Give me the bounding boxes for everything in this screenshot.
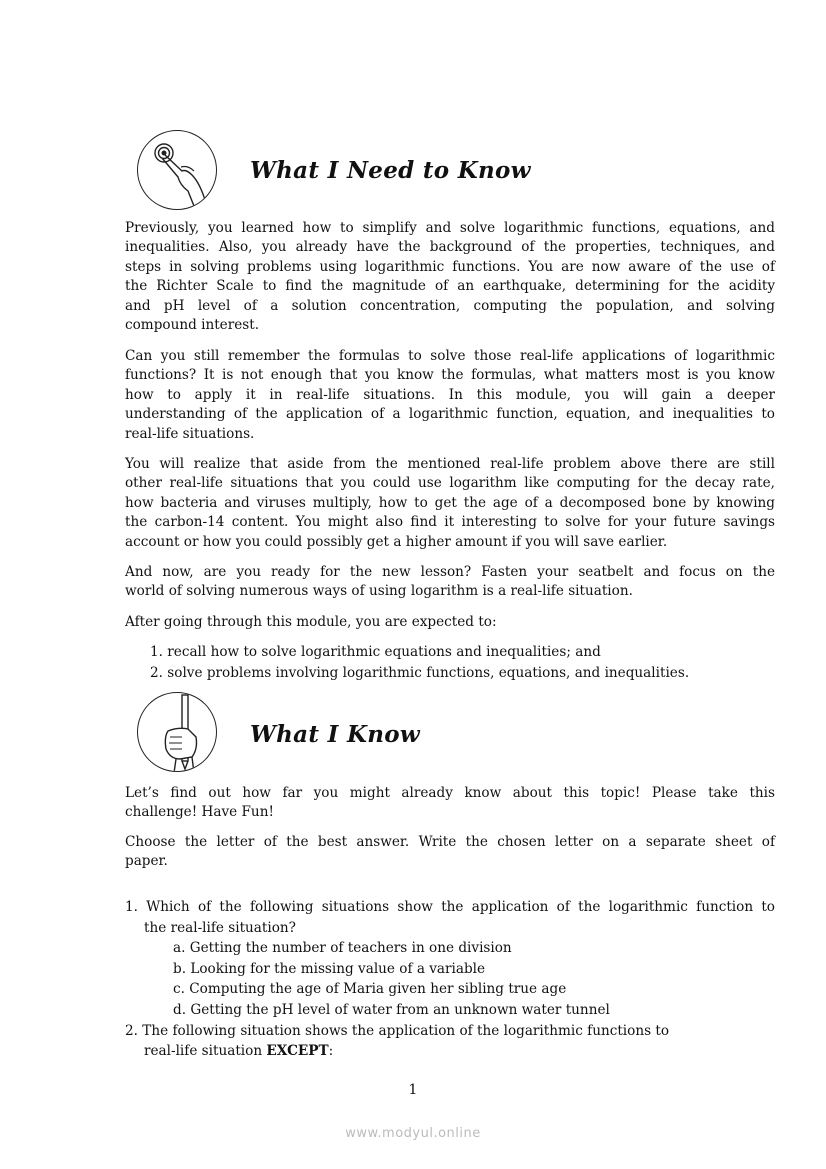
text-line: inequalities. Also, you already have the background of the properties, techniques, and	[125, 239, 775, 256]
paragraph	[125, 613, 775, 632]
text-line: account or how you could possibly get a higher amount if you will save earlier.	[125, 533, 668, 550]
section-heading-what-i-need-to-know: What I Need to Know	[250, 157, 531, 184]
question-1: 1. Which of the following situations show the application of the logarithmic function to	[125, 899, 775, 915]
text-line: real-life situations.	[125, 425, 255, 442]
paragraph	[125, 455, 775, 552]
choice-a: a. Getting the number of teachers in one division	[173, 940, 512, 957]
text-line: understanding of the application of a logarithmic function, equation, and inequalities to	[125, 406, 775, 423]
text-line: steps in solving problems using logarithmic functions. You are now aware of the use of	[125, 258, 775, 275]
text-line: And now, are you ready for the new lesson? Fasten your seatbelt and focus on the	[125, 564, 775, 580]
hand-holding-pencil-icon	[137, 692, 217, 772]
text-line: the real-life situation?	[144, 919, 296, 936]
text: real-life situation	[144, 1043, 267, 1060]
text-line: compound interest.	[125, 317, 260, 334]
text-line: After going through this module, you are expected to:	[125, 614, 497, 630]
paragraph	[125, 563, 775, 602]
pointing-hand-icon	[137, 130, 217, 210]
page-number: 1	[408, 1082, 418, 1098]
text-line: Let’s find out how far you might already know about this topic! Please take this	[125, 785, 775, 801]
paragraph	[125, 347, 775, 444]
choice-c: c. Computing the age of Maria given her sibling true age	[173, 981, 567, 998]
question-2: 2. The following situation shows the application of the logarithmic functions to	[125, 1022, 670, 1039]
choice-b: b. Looking for the missing value of a variable	[173, 960, 486, 977]
choice-d: d. Getting the pH level of water from an unknown water tunnel	[173, 1001, 610, 1018]
text-line: challenge! Have Fun!	[125, 804, 274, 821]
text-line: world of solving numerous ways of using logarithm is a real-life situation.	[125, 583, 633, 600]
text-line: You will realize that aside from the mentioned real-life problem above there are still	[125, 456, 775, 472]
watermark: www.modyul.online	[345, 1126, 481, 1141]
paragraph	[125, 833, 775, 872]
text-line: how bacteria and viruses multiply, how to get the age of a decomposed bone by knowing	[125, 494, 775, 511]
text-line: how to apply it in real-life situations. In this module, you will gain a deeper	[125, 386, 775, 403]
text-line: and pH level of a solution concentration, computing the population, and solving	[125, 297, 775, 314]
section-heading-what-i-know: What I Know	[250, 721, 421, 748]
paragraph	[125, 784, 775, 823]
text-line: functions? It is not enough that you know the formulas, what matters most is you know	[125, 367, 775, 384]
text-line: paper.	[125, 853, 168, 870]
question-2-line-2	[125, 1041, 775, 1062]
text-line: the carbon-14 content. You might also find it interesting to solve for your future savings	[125, 514, 775, 531]
text-line: Previously, you learned how to simplify and solve logarithmic functions, equations, and	[125, 220, 775, 236]
text-line: Choose the letter of the best answer. Write the chosen letter on a separate sheet of	[125, 834, 775, 850]
text-line: the Richter Scale to find the magnitude of an earthquake, determining for the acidity	[125, 278, 775, 295]
objective-item: 1. recall how to solve logarithmic equations and inequalities; and	[150, 644, 601, 660]
objective-item: 2. solve problems involving logarithmic functions, equations, and inequalities.	[150, 665, 690, 681]
text: :	[328, 1043, 334, 1060]
text-line: other real-life situations that you could use logarithm like computing for the decay rate,	[125, 475, 775, 492]
text-line: Can you still remember the formulas to solve those real-life applications of logarithmic	[125, 348, 775, 364]
questions-list	[125, 897, 775, 1062]
emphasis-except: EXCEPT	[266, 1043, 329, 1060]
objectives-list	[125, 642, 775, 684]
paragraph	[125, 219, 775, 335]
